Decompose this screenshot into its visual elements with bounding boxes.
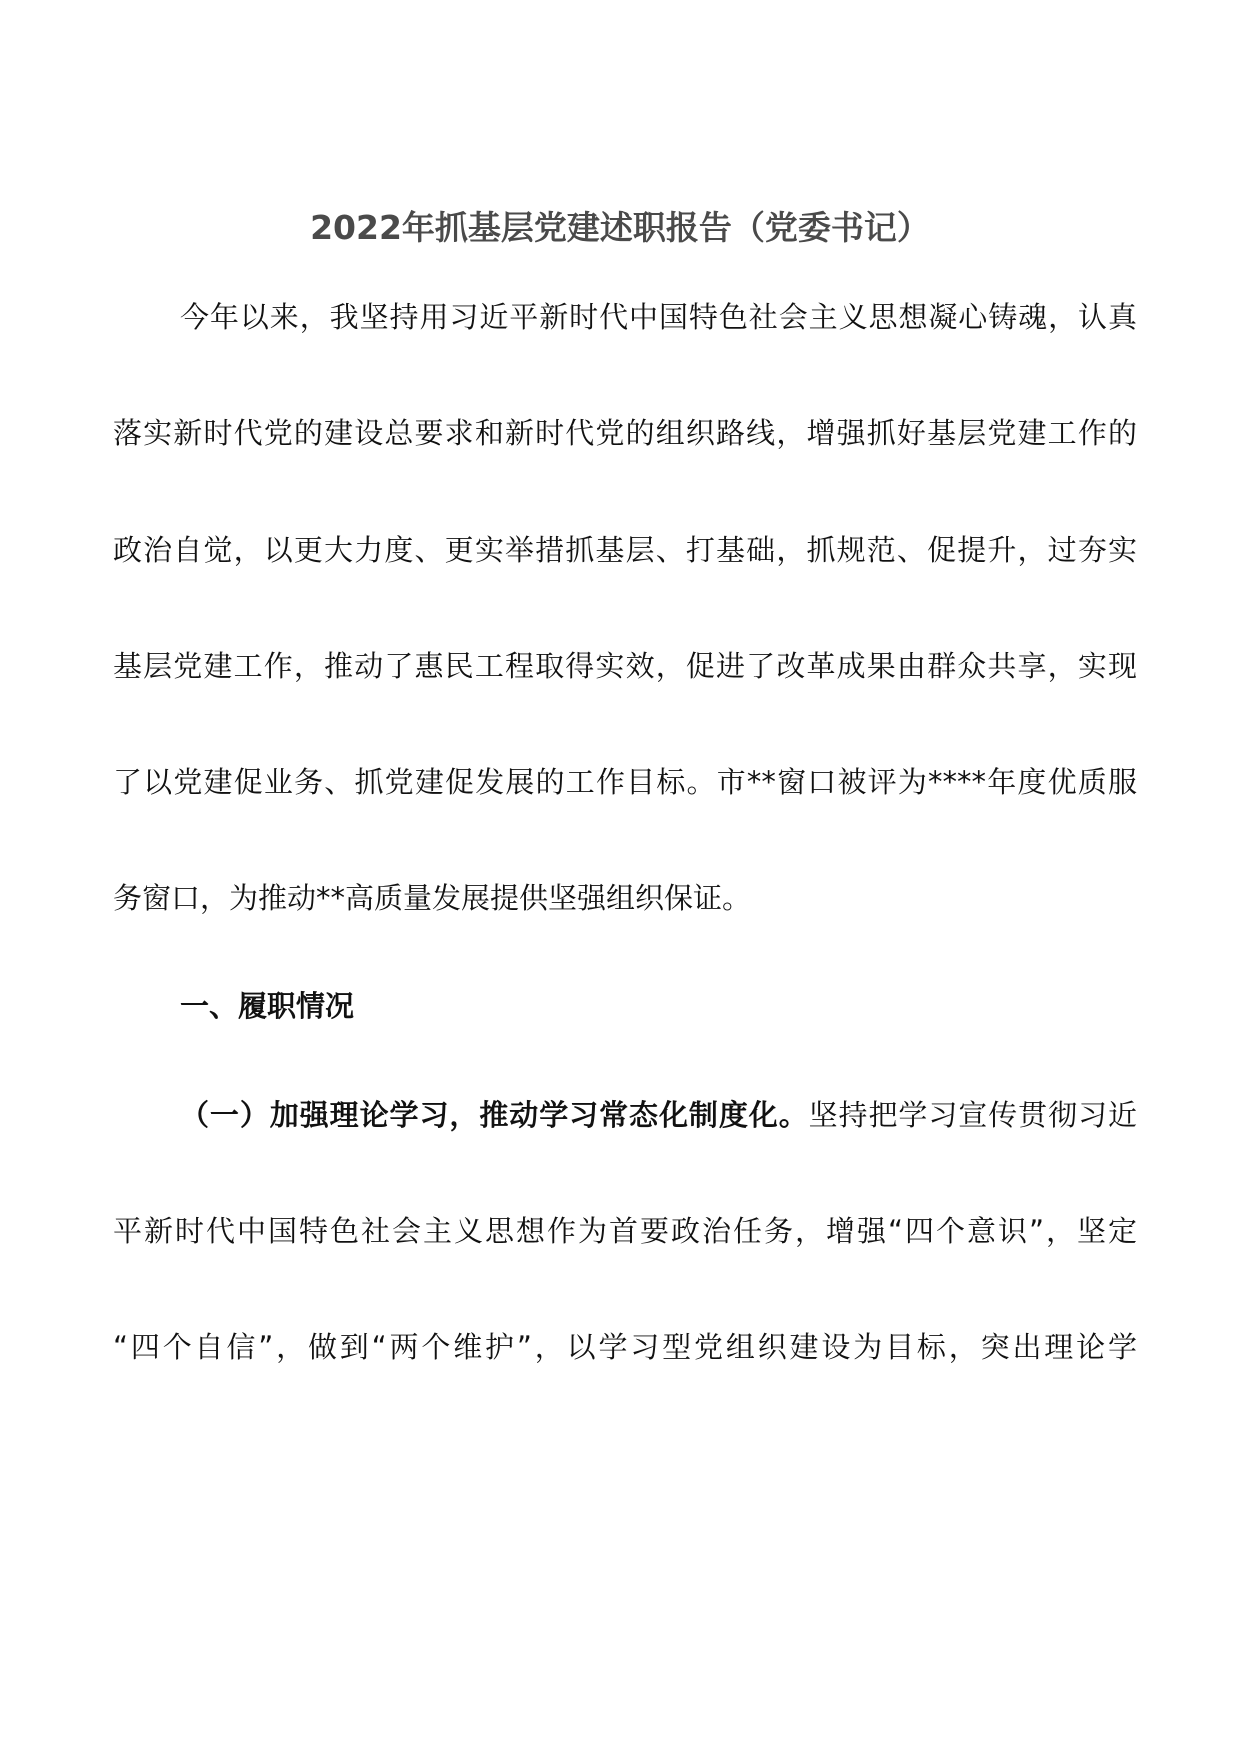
paragraph-line: 政治自觉，以更大力度、更实举措抓基层、打基础，抓规范、促提升，过夯实 (113, 533, 1137, 567)
paragraph-line: 今年以来，我坚持用习近平新时代中国特色社会主义思想凝心铸魂，认真 (180, 300, 1137, 334)
paragraph-line: 基层党建工作，推动了惠民工程取得实效，促进了改革成果由群众共享，实现 (113, 649, 1137, 683)
paragraph-line: 了以党建促业务、抓党建促发展的工作目标。市**窗口被评为****年度优质服 (113, 765, 1137, 799)
subsection-bold-lead: （一）加强理论学习，推动学习常态化制度化。 (180, 1098, 809, 1132)
section-heading: 一、履职情况 (180, 989, 355, 1023)
paragraph-line: 落实新时代党的建设总要求和新时代党的组织路线，增强抓好基层党建工作的 (113, 416, 1137, 450)
paragraph-line: 务窗口，为推动**高质量发展提供坚强组织保证。 (113, 881, 752, 915)
subsection-first-line (180, 1095, 1137, 1135)
document-title: 2022年抓基层党建述职报告（党委书记） (310, 208, 930, 247)
paragraph-line: “四个自信”，做到“两个维护”，以学习型党组织建设为目标，突出理论学 (113, 1330, 1137, 1364)
subsection-line-text: 坚持把学习宣传贯彻习近 (808, 1098, 1137, 1132)
paragraph-line: 平新时代中国特色社会主义思想作为首要政治任务，增强“四个意识”，坚定 (113, 1214, 1137, 1248)
